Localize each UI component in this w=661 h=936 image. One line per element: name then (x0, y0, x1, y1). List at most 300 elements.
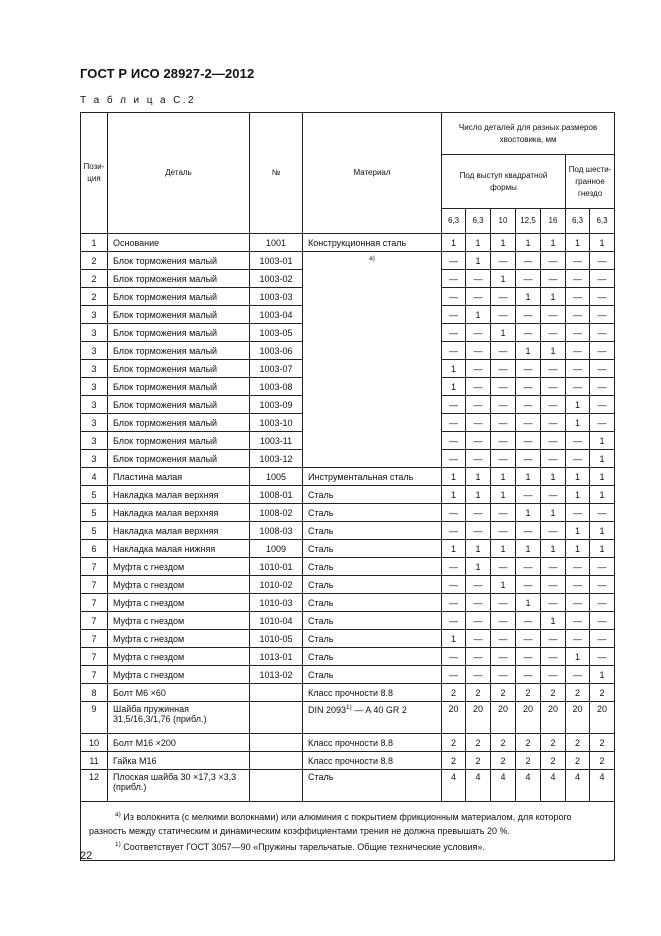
header-count-group: Число деталей для разных размеров хвостовика, мм (442, 113, 615, 155)
cell-count: — (442, 576, 466, 594)
table-row (81, 486, 615, 504)
material-text: Инструментальная сталь (308, 471, 414, 482)
cell-count: — (491, 612, 516, 630)
cell-part: Блок торможения малый (108, 378, 250, 396)
cell-count: — (516, 486, 541, 504)
material-text: Класс прочности 8.8 (308, 737, 394, 748)
cell-count: 2 (491, 734, 516, 752)
cell-part: Плоская шайба 30 ×17,3 ×3,3 (прибл.) (108, 770, 250, 802)
cell-part: Блок торможения малый (108, 432, 250, 450)
cell-part: Блок торможения малый (108, 306, 250, 324)
cell-count: — (442, 324, 466, 342)
footnote-ref: 1) (346, 704, 352, 711)
table-row (81, 432, 615, 450)
cell-count: 1 (566, 468, 590, 486)
cell-count: — (541, 414, 566, 432)
cell-material (303, 360, 442, 378)
cell-count: 2 (442, 684, 466, 702)
cell-count: — (442, 612, 466, 630)
cell-count: — (491, 450, 516, 468)
cell-number: 1010-05 (250, 630, 303, 648)
table-row (81, 270, 615, 288)
footnote-1 (89, 838, 606, 854)
cell-count: — (442, 522, 466, 540)
cell-material (303, 770, 442, 802)
header-size: 16 (541, 209, 566, 234)
cell-count: 1 (541, 288, 566, 306)
cell-count: — (541, 648, 566, 666)
cell-number: 1003-11 (250, 432, 303, 450)
header-position-text: Пози- ция (83, 162, 105, 183)
cell-count: — (566, 594, 590, 612)
cell-part: Блок торможения малый (108, 414, 250, 432)
footnote-a (89, 808, 606, 838)
cell-count: — (541, 486, 566, 504)
cell-count: — (442, 414, 466, 432)
footnotes (81, 802, 615, 861)
table-row (81, 612, 615, 630)
cell-count: — (442, 396, 466, 414)
cell-count: — (491, 432, 516, 450)
cell-count: — (566, 558, 590, 576)
cell-count: 2 (590, 752, 615, 770)
cell-part: Муфта с гнездом (108, 630, 250, 648)
cell-number (250, 752, 303, 770)
cell-count: 20 (466, 702, 491, 734)
cell-count: 1 (442, 486, 466, 504)
cell-position: 7 (81, 594, 108, 612)
cell-count: 1 (466, 234, 491, 252)
material-text: Сталь (308, 669, 334, 680)
cell-material (303, 468, 442, 486)
footnote-1-mark: 1) (115, 841, 121, 848)
header-position (81, 113, 108, 234)
cell-count: 1 (442, 468, 466, 486)
cell-count: 1 (516, 504, 541, 522)
cell-material (303, 666, 442, 684)
cell-number: 1003-03 (250, 288, 303, 306)
cell-material (303, 414, 442, 432)
cell-material (303, 558, 442, 576)
cell-part: Блок торможения малый (108, 342, 250, 360)
cell-count: — (466, 342, 491, 360)
cell-count: — (466, 630, 491, 648)
cell-part: Муфта с гнездом (108, 648, 250, 666)
cell-position: 10 (81, 734, 108, 752)
cell-count: 1 (566, 234, 590, 252)
cell-count: — (541, 324, 566, 342)
cell-material (303, 486, 442, 504)
cell-count: — (491, 630, 516, 648)
cell-count: — (442, 306, 466, 324)
cell-count: 4 (541, 770, 566, 802)
cell-part: Накладка малая верхняя (108, 486, 250, 504)
cell-count: 1 (491, 234, 516, 252)
cell-count: — (491, 378, 516, 396)
cell-count: 2 (466, 752, 491, 770)
cell-count: — (491, 288, 516, 306)
cell-material (303, 734, 442, 752)
cell-count: — (466, 576, 491, 594)
cell-count: — (541, 378, 566, 396)
cell-position: 3 (81, 342, 108, 360)
cell-number (250, 770, 303, 802)
cell-count: — (590, 612, 615, 630)
cell-count: 2 (541, 684, 566, 702)
cell-count: — (466, 504, 491, 522)
cell-count: 1 (491, 486, 516, 504)
cell-count: — (466, 432, 491, 450)
cell-count: 4 (442, 770, 466, 802)
cell-part: Блок торможения малый (108, 252, 250, 270)
cell-material (303, 594, 442, 612)
cell-count: 1 (566, 486, 590, 504)
cell-count: 1 (466, 540, 491, 558)
cell-material (303, 432, 442, 450)
cell-position: 5 (81, 504, 108, 522)
cell-count: 1 (590, 468, 615, 486)
cell-count: — (466, 288, 491, 306)
table-row (81, 734, 615, 752)
cell-count: — (442, 594, 466, 612)
header-part: Деталь (108, 113, 250, 234)
cell-count: 2 (516, 752, 541, 770)
cell-count: — (590, 360, 615, 378)
cell-count: 1 (466, 252, 491, 270)
cell-position: 3 (81, 324, 108, 342)
cell-number: 1003-04 (250, 306, 303, 324)
cell-count: — (466, 360, 491, 378)
cell-part: Блок торможения малый (108, 288, 250, 306)
cell-count: 1 (466, 558, 491, 576)
cell-position: 6 (81, 540, 108, 558)
cell-material (303, 752, 442, 770)
cell-number: 1003-01 (250, 252, 303, 270)
cell-number: 1001 (250, 234, 303, 252)
document-header: ГОСТ Р ИСО 28927-2—2012 (80, 66, 255, 81)
cell-count: — (516, 612, 541, 630)
cell-count: 4 (466, 770, 491, 802)
cell-number: 1013-01 (250, 648, 303, 666)
cell-material (303, 630, 442, 648)
cell-position: 12 (81, 770, 108, 802)
header-square-group: Под выступ квадратной формы (442, 155, 566, 209)
cell-material (303, 270, 442, 288)
table-row (81, 522, 615, 540)
table-row (81, 752, 615, 770)
cell-count: 1 (442, 378, 466, 396)
cell-part: Муфта с гнездом (108, 558, 250, 576)
cell-count: — (566, 360, 590, 378)
cell-count: — (516, 414, 541, 432)
cell-count: 1 (541, 612, 566, 630)
table-row (81, 342, 615, 360)
cell-count: — (566, 324, 590, 342)
cell-count: — (442, 648, 466, 666)
cell-part: Пластина малая (108, 468, 250, 486)
cell-position: 4 (81, 468, 108, 486)
material-text: Сталь (308, 561, 334, 572)
cell-number (250, 684, 303, 702)
cell-count: — (590, 594, 615, 612)
table-row (81, 234, 615, 252)
cell-material (303, 540, 442, 558)
cell-position: 3 (81, 378, 108, 396)
cell-count: — (566, 270, 590, 288)
table-row (81, 504, 615, 522)
cell-count: — (442, 558, 466, 576)
cell-material (303, 342, 442, 360)
cell-part: Блок торможения малый (108, 450, 250, 468)
header-hex-group (566, 155, 615, 209)
cell-position: 5 (81, 486, 108, 504)
cell-count: 2 (590, 734, 615, 752)
cell-count: — (516, 450, 541, 468)
cell-count: — (491, 648, 516, 666)
cell-count: — (590, 378, 615, 396)
table-row (81, 540, 615, 558)
cell-position: 2 (81, 288, 108, 306)
material-text: Сталь (308, 543, 334, 554)
cell-number (250, 702, 303, 734)
cell-count: 1 (466, 306, 491, 324)
cell-count: 20 (516, 702, 541, 734)
footnote-a-text: Из волокнита (с мелкими волокнами) или алюминия с покрытием фрикционным материалом, для которого разность между статическим и динамическим коэффициентами трения не должна превышать 20 %. (89, 812, 572, 836)
cell-material (303, 306, 442, 324)
cell-count: 2 (590, 684, 615, 702)
cell-count: 20 (590, 702, 615, 734)
material-text: Сталь (308, 579, 334, 590)
cell-count: — (516, 396, 541, 414)
cell-count: — (590, 306, 615, 324)
cell-count: — (491, 558, 516, 576)
cell-count: 1 (516, 288, 541, 306)
cell-count: 20 (566, 702, 590, 734)
cell-count: 1 (442, 360, 466, 378)
cell-material (303, 648, 442, 666)
header-size: 12,5 (516, 209, 541, 234)
cell-number: 1003-06 (250, 342, 303, 360)
cell-count: 1 (590, 522, 615, 540)
cell-count: — (516, 378, 541, 396)
table-row (81, 630, 615, 648)
cell-count: — (516, 306, 541, 324)
cell-count: 1 (566, 540, 590, 558)
material-text: Сталь (308, 525, 334, 536)
cell-material (303, 522, 442, 540)
cell-position: 3 (81, 360, 108, 378)
cell-part: Муфта с гнездом (108, 612, 250, 630)
cell-count: — (590, 630, 615, 648)
cell-count: 20 (442, 702, 466, 734)
cell-count: — (442, 342, 466, 360)
cell-position: 7 (81, 576, 108, 594)
cell-position: 2 (81, 252, 108, 270)
cell-position: 3 (81, 432, 108, 450)
cell-count: — (541, 594, 566, 612)
cell-position: 3 (81, 414, 108, 432)
cell-count: — (541, 360, 566, 378)
cell-material (303, 288, 442, 306)
cell-number: 1013-02 (250, 666, 303, 684)
cell-count: — (590, 648, 615, 666)
cell-count: — (516, 666, 541, 684)
cell-count: — (516, 324, 541, 342)
cell-material (303, 234, 442, 252)
cell-count: — (516, 558, 541, 576)
cell-count: — (466, 666, 491, 684)
header-size: 6,3 (590, 209, 615, 234)
cell-count: — (516, 252, 541, 270)
cell-count: — (541, 630, 566, 648)
cell-count: — (541, 306, 566, 324)
cell-count: — (516, 432, 541, 450)
table-row (81, 576, 615, 594)
cell-count: — (491, 666, 516, 684)
cell-count: — (516, 630, 541, 648)
cell-material (303, 396, 442, 414)
material-text: Конструкционная сталь (308, 237, 407, 248)
table-caption: Т а б л и ц а С.2 (80, 95, 196, 106)
cell-count: — (491, 306, 516, 324)
cell-count: — (491, 360, 516, 378)
cell-number: 1008-03 (250, 522, 303, 540)
cell-count: — (516, 648, 541, 666)
cell-count: 1 (541, 468, 566, 486)
table-row (81, 770, 615, 802)
cell-count: — (516, 522, 541, 540)
cell-position: 3 (81, 450, 108, 468)
table-row (81, 306, 615, 324)
cell-count: — (566, 342, 590, 360)
cell-count: 1 (590, 666, 615, 684)
cell-position: 7 (81, 630, 108, 648)
cell-count: — (442, 270, 466, 288)
material-text: Класс прочности 8.8 (308, 687, 394, 698)
material-text: Сталь (308, 772, 334, 782)
cell-position: 7 (81, 648, 108, 666)
cell-count: 2 (442, 734, 466, 752)
cell-count: — (516, 270, 541, 288)
cell-count: 1 (466, 468, 491, 486)
cell-count: 1 (541, 342, 566, 360)
cell-count: 2 (516, 734, 541, 752)
cell-count: — (590, 288, 615, 306)
cell-count: 2 (491, 684, 516, 702)
header-size: 10 (491, 209, 516, 234)
cell-count: 1 (491, 324, 516, 342)
cell-part: Накладка малая нижняя (108, 540, 250, 558)
cell-count: 1 (516, 468, 541, 486)
cell-count: — (491, 252, 516, 270)
cell-material (303, 504, 442, 522)
table-row (81, 450, 615, 468)
cell-number: 1010-04 (250, 612, 303, 630)
footnote-a-mark: а) (115, 811, 121, 818)
cell-count: — (491, 342, 516, 360)
header-size: 6,3 (466, 209, 491, 234)
cell-position: 7 (81, 666, 108, 684)
cell-count: 2 (541, 734, 566, 752)
cell-position: 7 (81, 612, 108, 630)
cell-count: 1 (491, 540, 516, 558)
cell-material (303, 324, 442, 342)
cell-count: 1 (516, 234, 541, 252)
cell-count: — (541, 576, 566, 594)
cell-count: — (566, 504, 590, 522)
page-number: 22 (80, 850, 93, 862)
cell-part: Блок торможения малый (108, 270, 250, 288)
cell-part: Блок торможения малый (108, 360, 250, 378)
header-number: № (250, 113, 303, 234)
material-text-rest: — A 40 GR 2 (351, 705, 407, 715)
cell-count: — (566, 576, 590, 594)
cell-count: — (466, 612, 491, 630)
table-row (81, 414, 615, 432)
cell-count: — (566, 306, 590, 324)
material-text: а) (369, 255, 375, 262)
table-row (81, 396, 615, 414)
cell-part: Гайка М16 (108, 752, 250, 770)
header-size: 6,3 (442, 209, 466, 234)
cell-material (303, 702, 442, 734)
cell-count: — (466, 522, 491, 540)
cell-count: — (590, 270, 615, 288)
cell-material (303, 576, 442, 594)
cell-count: — (516, 360, 541, 378)
cell-count: — (590, 504, 615, 522)
cell-count: 20 (491, 702, 516, 734)
cell-count: — (566, 612, 590, 630)
cell-position: 2 (81, 270, 108, 288)
cell-count: 2 (566, 684, 590, 702)
cell-count: — (442, 252, 466, 270)
cell-count: — (466, 450, 491, 468)
cell-number: 1010-02 (250, 576, 303, 594)
cell-count: 1 (590, 450, 615, 468)
cell-count: 1 (516, 342, 541, 360)
material-text: Сталь (308, 507, 334, 518)
cell-position: 5 (81, 522, 108, 540)
cell-part: Болт М6 ×60 (108, 684, 250, 702)
cell-number: 1010-03 (250, 594, 303, 612)
header-material: Материал (303, 113, 442, 234)
cell-count: — (491, 396, 516, 414)
cell-part: Накладка малая верхняя (108, 522, 250, 540)
cell-material (303, 378, 442, 396)
table-row (81, 594, 615, 612)
cell-count: — (442, 288, 466, 306)
cell-count: 2 (541, 752, 566, 770)
table-row (81, 360, 615, 378)
cell-count: — (590, 324, 615, 342)
cell-part: Муфта с гнездом (108, 576, 250, 594)
cell-count: — (541, 450, 566, 468)
material-text: Сталь (308, 633, 334, 644)
cell-count: 1 (566, 396, 590, 414)
cell-count: — (541, 558, 566, 576)
material-text: Сталь (308, 489, 334, 500)
cell-count: — (491, 594, 516, 612)
cell-position: 11 (81, 752, 108, 770)
cell-count: — (566, 450, 590, 468)
cell-count: — (566, 432, 590, 450)
cell-position: 3 (81, 306, 108, 324)
cell-count: 20 (541, 702, 566, 734)
cell-part: Накладка малая верхняя (108, 504, 250, 522)
cell-count: 4 (491, 770, 516, 802)
cell-position: 9 (81, 702, 108, 734)
